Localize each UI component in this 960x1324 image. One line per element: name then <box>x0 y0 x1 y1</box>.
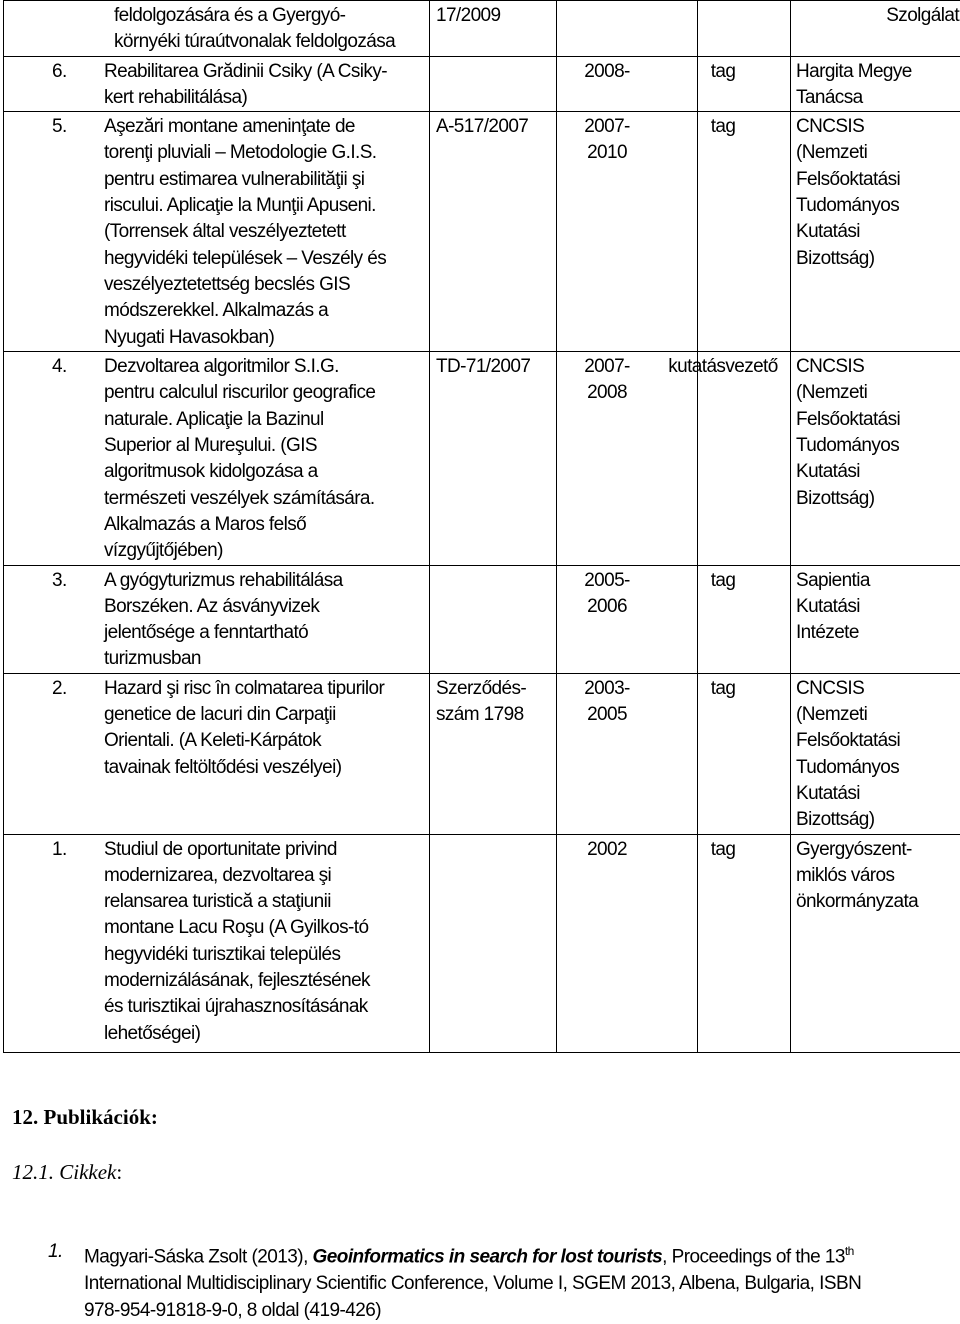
table-row <box>4 56 960 112</box>
project-title-line: lehetőségei) <box>104 1021 370 1047</box>
project-title-line: Orientali. (A Keleti-Kárpátok <box>104 728 384 754</box>
project-org-line: Kutatási <box>796 594 957 620</box>
project-org-line: önkormányzata <box>796 889 957 915</box>
project-title-line: Superior al Mureşului. (GIS <box>104 433 375 459</box>
reference-entry <box>48 1238 953 1324</box>
project-role: tag <box>648 112 804 140</box>
subsection-title: 12.1. Cikkek <box>12 1160 116 1184</box>
project-title-line: környéki túraútvonalak feldolgozása <box>114 29 423 55</box>
project-code-cell <box>430 56 557 112</box>
project-role <box>648 1 804 3</box>
project-org-line: Kutatási <box>796 219 957 245</box>
project-org-line: (Nemzeti <box>796 702 957 728</box>
project-org-line: Gyergyószent- <box>796 837 957 863</box>
reference-number: 1. <box>48 1238 63 1265</box>
project-title <box>104 354 375 564</box>
project-title-line: természeti veszélyek számítására. <box>104 486 375 512</box>
project-title-line: jelentősége a fenntartható <box>104 620 343 646</box>
project-code-cell <box>430 673 557 834</box>
project-title-cell <box>4 112 430 352</box>
project-title-line: relansarea turistică a staţiunii <box>104 889 370 915</box>
project-org-line: Tudományos <box>796 193 957 219</box>
project-period-cell <box>557 834 698 1052</box>
reference-line-2: International Multidisciplinary Scientific Conference, Volume I, SGEM 2013, Albena, Bulgaria, ISBN <box>48 1270 953 1297</box>
project-title-line: feldolgozására és a Gyergyó- <box>114 3 423 29</box>
project-period-line: 2007- <box>557 354 657 380</box>
project-role: tag <box>648 566 804 594</box>
project-org-line: Tudományos <box>796 755 957 781</box>
project-title-line: Reabilitarea Grădinii Csiky (A Csiky- <box>104 59 387 85</box>
project-org-line: Intézete <box>796 620 957 646</box>
project-period-line: 2005 <box>557 702 657 728</box>
project-period-cell <box>557 352 698 565</box>
project-org-line: Sapientia <box>796 568 957 594</box>
project-org-line: (Nemzeti <box>796 380 957 406</box>
project-role-cell <box>698 352 791 565</box>
project-title-line: montane Lacu Roşu (A Gyilkos-tó <box>104 915 370 941</box>
project-title <box>104 114 386 351</box>
reference-authors: Magyari-Sáska Zsolt (2013), <box>84 1246 313 1267</box>
project-org-line: Tanácsa <box>796 85 957 111</box>
project-org-line: Felsőoktatási <box>796 167 957 193</box>
project-title <box>104 676 384 781</box>
project-title-line: Hazard şi risc în colmatarea tipurilor <box>104 676 384 702</box>
project-number: 6. <box>10 59 104 112</box>
table-row <box>4 1 960 57</box>
project-org-line: Bizottság) <box>796 246 957 272</box>
project-org-cell <box>791 56 960 112</box>
project-org-line: Hargita Megye <box>796 59 957 85</box>
project-role: tag <box>648 674 804 702</box>
project-title-line: Aşezări montane ameninţate de <box>104 114 386 140</box>
project-code <box>430 57 556 59</box>
project-code: 17/2009 <box>430 1 556 29</box>
project-org-line: CNCSIS <box>796 114 957 140</box>
project-title-line: turizmusban <box>104 646 343 672</box>
project-code-cell <box>430 834 557 1052</box>
project-role-cell <box>698 1 791 57</box>
project-number: 3. <box>10 568 104 673</box>
project-role-cell <box>698 673 791 834</box>
project-title <box>104 568 343 673</box>
project-title-cell <box>4 56 430 112</box>
project-role: kutatásvezető <box>648 352 804 380</box>
project-code: Szerződés- szám 1798 <box>430 674 556 729</box>
project-org-line: Bizottság) <box>796 807 957 833</box>
subsection-colon: : <box>116 1160 122 1184</box>
project-title-line: Borszéken. Az ásványvizek <box>104 594 343 620</box>
projects-table <box>3 0 960 1053</box>
projects-table-body <box>4 1 960 1053</box>
reference-line-1 <box>48 1238 953 1270</box>
project-title-line: pentru calculul riscurilor geografice <box>104 380 375 406</box>
project-org-line: CNCSIS <box>796 354 957 380</box>
project-title-line: torenţi pluviali – Metodologie G.I.S. <box>104 140 386 166</box>
subsection-heading <box>12 1160 122 1185</box>
project-role: tag <box>648 835 804 863</box>
project-title-line: vízgyűjtőjében) <box>104 538 375 564</box>
project-title <box>114 3 423 56</box>
project-code <box>430 566 556 568</box>
project-org-line: Bizottság) <box>796 486 957 512</box>
project-title-line: algoritmusok kidolgozása a <box>104 459 375 485</box>
reference-line-3: 978-954-91818-9-0, 8 oldal (419-426) <box>48 1297 953 1324</box>
project-title-line: Nyugati Havasokban) <box>104 325 386 351</box>
project-code: TD-71/2007 <box>430 352 556 380</box>
project-org-line: Felsőoktatási <box>796 407 957 433</box>
table-row <box>4 834 960 1052</box>
project-number: 4. <box>10 354 104 564</box>
project-role-cell <box>698 565 791 673</box>
project-number: 5. <box>10 114 104 351</box>
project-code-cell <box>430 112 557 352</box>
table-row <box>4 352 960 565</box>
project-org-line: Kutatási <box>796 459 957 485</box>
project-org-cell <box>791 112 960 352</box>
project-org-line: Tudományos <box>796 433 957 459</box>
project-org-cell <box>791 352 960 565</box>
project-org-cell <box>791 673 960 834</box>
project-title-cell <box>4 673 430 834</box>
project-title-line: Dezvoltarea algoritmilor S.I.G. <box>104 354 375 380</box>
table-row <box>4 112 960 352</box>
project-period-cell <box>557 1 698 57</box>
project-title-line: módszerekkel. Alkalmazás a <box>104 298 386 324</box>
project-org-line: miklós város <box>796 863 957 889</box>
project-org-line: Felsőoktatási <box>796 728 957 754</box>
project-code-cell <box>430 565 557 673</box>
project-title-line: (Torrensek által veszélyeztetett <box>104 219 386 245</box>
project-code: A-517/2007 <box>430 112 556 140</box>
project-period-cell <box>557 112 698 352</box>
project-org-line: (Nemzeti <box>796 140 957 166</box>
project-period-line: 2005- <box>557 568 657 594</box>
project-period-line: 2007- <box>557 114 657 140</box>
project-period-line: 2008- <box>557 59 657 85</box>
project-title-line: tavainak feltöltődési veszélyei) <box>104 755 384 781</box>
project-title-line: kert rehabilitálása) <box>104 85 387 111</box>
project-title-line: naturale. Aplicaţie la Bazinul <box>104 407 375 433</box>
reference-rest: , Proceedings of the 13 <box>662 1246 845 1267</box>
project-period-line: 2006 <box>557 594 657 620</box>
project-period-line: 2003- <box>557 676 657 702</box>
reference-title: Geoinformatics in search for lost tourists <box>313 1246 663 1267</box>
project-title-cell <box>4 1 430 57</box>
project-title-line: Alkalmazás a Maros felső <box>104 512 375 538</box>
project-title-line: Studiul de oportunitate privind <box>104 837 370 863</box>
project-org-line: Szolgálat <box>796 3 959 29</box>
project-title-line: modernizálásának, fejlesztésének <box>104 968 370 994</box>
project-title-line: hegyvidéki települések – Veszély és <box>104 246 386 272</box>
project-role-cell <box>698 834 791 1052</box>
project-code-cell <box>430 1 557 57</box>
project-number: 2. <box>10 676 104 781</box>
project-title-line: pentru estimarea vulnerabilităţii şi <box>104 167 386 193</box>
project-title <box>104 59 387 112</box>
project-code <box>430 835 556 837</box>
project-role: tag <box>648 57 804 85</box>
project-title-line: hegyvidéki turisztikai település <box>104 942 370 968</box>
project-org-line: CNCSIS <box>796 676 957 702</box>
project-code-cell <box>430 352 557 565</box>
project-title-line: és turisztikai újrahasznosításának <box>104 994 370 1020</box>
project-org-line: Kutatási <box>796 781 957 807</box>
project-period-line: 2008 <box>557 380 657 406</box>
project-period-line: 2002 <box>557 837 657 863</box>
project-title-line: modernizarea, dezvoltarea şi <box>104 863 370 889</box>
project-title <box>104 837 370 1047</box>
section-heading: 12. Publikációk: <box>12 1105 158 1130</box>
project-period-line: 2010 <box>557 140 657 166</box>
project-org-cell <box>791 1 960 57</box>
project-title-cell <box>4 352 430 565</box>
project-title-cell <box>4 565 430 673</box>
table-row <box>4 673 960 834</box>
project-org-cell <box>791 834 960 1052</box>
project-title-cell <box>4 834 430 1052</box>
project-org-cell <box>791 565 960 673</box>
project-title-line: riscului. Aplicaţie la Munţii Apuseni. <box>104 193 386 219</box>
project-title-line: A gyógyturizmus rehabilitálása <box>104 568 343 594</box>
table-row <box>4 565 960 673</box>
reference-sup: th <box>845 1244 854 1258</box>
project-role-cell <box>698 56 791 112</box>
project-title-line: genetice de lacuri din Carpaţii <box>104 702 384 728</box>
project-number: 1. <box>10 837 104 1047</box>
project-role-cell <box>698 112 791 352</box>
project-title-line: veszélyeztetettség becslés GIS <box>104 272 386 298</box>
